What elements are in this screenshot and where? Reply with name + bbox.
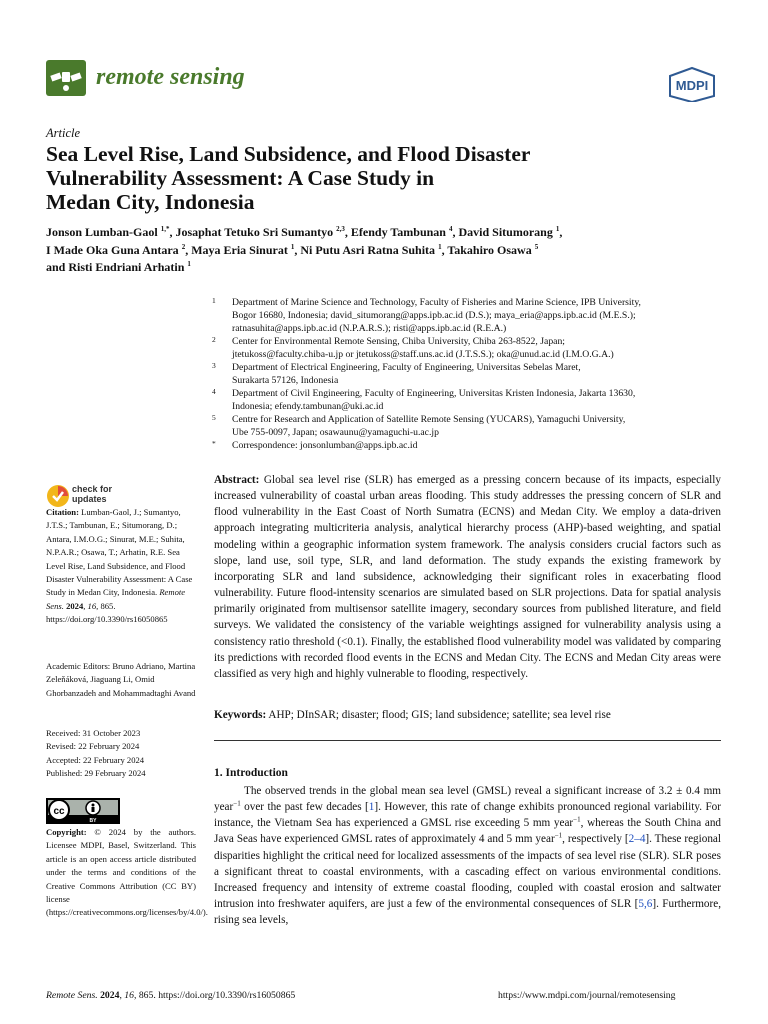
keywords	[214, 707, 721, 723]
academic-editors: Academic Editors: Bruno Adriano, Martina Zeleňáková, Jiaguang Li, Omid Ghorbanzadeh and Mohammadtaghi Avand	[46, 661, 196, 698]
title-line: Medan City, Indonesia	[46, 190, 255, 214]
reference-link[interactable]: 2–4	[628, 833, 646, 846]
keywords-text: AHP; DInSAR; disaster; flood; GIS; land subsidence; satellite; sea level rise	[266, 709, 611, 721]
abstract	[214, 472, 721, 682]
affiliation-number: 1	[212, 296, 216, 305]
affiliation-item	[210, 296, 720, 335]
affiliation-line: jtetukoss@faculty.chiba-u.jp or jtetukoss@staff.uns.ac.id (J.T.S.S.); oka@unud.ac.id (I.M.O.G.A.)	[232, 349, 614, 360]
introduction-paragraph: The observed trends in the global mean sea level (GMSL) reveal a significant increase of 3.2 ± 0.4 mm year$^{-1}$ over the past few decades [1]. However, this rate of change exhibits pronounced regional variability. For instance, the Vietnam Sea has experienced a GMSL rise exceeding 5 mm year$^{-1}$, whereas the South China and Java Seas have experienced GMSL rates of approximately 4 and 5 mm year$^{-1}$, respectively [2–4]. These regional disparities highlight the critical need for localized assessments of the impacts of sea level rise (SLR). SLR poses a significant threat to coastal environments, with a cascading effect on various environmental conditions. Increased frequency and intensity of extreme coastal flooding, coupled with coastal erosion and saltwater intrusion into freshwater aquifers, are just a few of the environmental consequences of SLR [5,6]. Furthermore, rising sea levels,	[214, 785, 722, 927]
author-line: I Made Oka Guna Antara $^2$, Maya Eria Sinurat $^1$, Ni Putu Asri Ratna Suhita $^1$, Takahiro Osawa $^5$	[46, 242, 539, 257]
accepted-date: Accepted: 22 February 2024	[46, 754, 145, 765]
title-line: Sea Level Rise, Land Subsidence, and Flood Disaster	[46, 142, 531, 166]
title-line: Vulnerability Assessment: A Case Study in	[46, 166, 435, 190]
affiliation-number: 5	[212, 413, 216, 422]
cc-by-label: BY	[89, 818, 97, 824]
affiliation-line: Correspondence: jonsonlumban@apps.ipb.ac.id	[232, 440, 418, 451]
check-for-updates-label: check for updates	[72, 484, 113, 504]
affiliation-line: Centre for Research and Application of Satellite Remote Sensing (YUCARS), Yamaguchi University,	[232, 414, 626, 425]
publisher-name: MDPI	[675, 78, 709, 93]
cc-by-license-icon[interactable]	[46, 798, 120, 824]
footer-doi-link[interactable]: , 865. https://doi.org/10.3390/rs16050865	[133, 990, 296, 1001]
affiliation-item	[210, 439, 720, 452]
article-title	[46, 142, 686, 214]
revised-date: Revised: 22 February 2024	[46, 741, 140, 752]
affiliation-line: ratnasuhita@apps.ipb.ac.id (N.P.A.R.S.); risti@apps.ipb.ac.id (R.E.A.)	[232, 323, 507, 334]
footer-journal-url[interactable]: https://www.mdpi.com/journal/remotesensing	[498, 990, 676, 1001]
affiliation-line: Center for Environmental Remote Sensing, Chiba University, Chiba 263-8522, Japan;	[232, 336, 565, 347]
published-date: Published: 29 February 2024	[46, 768, 146, 779]
affiliation-number: *	[212, 439, 216, 448]
affiliations	[210, 296, 720, 452]
affiliation-number: 2	[212, 335, 216, 344]
footer-citation: Remote Sens. 2024, 16, 865. https://doi.org/10.3390/rs16050865	[46, 990, 296, 1001]
abstract-label: Abstract:	[214, 474, 260, 486]
affiliation-item	[210, 361, 720, 387]
affiliation-line: Surakarta 57126, Indonesia	[232, 375, 339, 386]
journal-logo-icon	[46, 60, 86, 96]
citation-doi-link[interactable]: , 865. https://doi.org/10.3390/rs16050865	[46, 600, 168, 625]
svg-text:cc: cc	[53, 806, 65, 817]
affiliation-item	[210, 335, 720, 361]
affiliation-item	[210, 387, 720, 413]
author-line: Jonson Lumban-Gaol $^{1,*}$, Josaphat Tetuko Sri Sumantyo $^{2,3}$, Efendy Tambunan $^4$, David Situmorang $^1$,	[46, 225, 563, 239]
affiliation-line: Bogor 16680, Indonesia; david_situmorang@apps.ipb.ac.id (D.S.); maya_eria@apps.ipb.ac.id (M.E.S.);	[232, 310, 636, 321]
reference-link[interactable]: 1	[368, 801, 375, 814]
abstract-text: Global sea level rise (SLR) has emerged as a pressing concern because of its impacts, especially increased vulnerability of coastal urban areas flooding. This study addresses the pressing concern of SLR and flood vulnerability in the East Coast of North Sumatra (ECNS) and Medan City. We employ a data-driven approach integrating multicriteria analysis, analytical hierarchy process (AHP)-based weighting, and spatial modeling within a geographic information system framework. The analysis considers crucial factors such as slope, land use, soil type, SLR, and land deformation. The study expands the existing framework by incorporating SLR and land subsidence, acknowledging their significant roles in exacerbating flood vulnerability. Future flood-intensity scenarios are simulated based on SLR projections. Data for spatial analysis primarily originated from multisensor satellite imagery, secondary sources from published literature, and field surveys. We validated the consistency of the variable weightings assigned for vulnerability analysis using a consistency ratio threshold (<0.1). Finally, the established flood vulnerability model was validated by comparing its predictions with recorded flood events in the ECNS and Medan City. The ECNS and Medan City areas were classified as very high and highly vulnerable to flooding, respectively.	[214, 474, 721, 680]
affiliation-line: Department of Electrical Engineering, Faculty of Engineering, Universitas Sebelas Maret,	[232, 362, 581, 373]
affiliation-number: 3	[212, 361, 216, 370]
mdpi-logo-icon	[664, 66, 720, 102]
author-list	[46, 224, 686, 277]
copyright-notice: Copyright: © 2024 by the authors. Licensee MDPI, Basel, Switzerland. This article is an open access article distributed under the terms and conditions of the Creative Commons Attribution (CC BY) license (https://creativecommons.org/licenses/by/4.0/).	[46, 827, 208, 918]
section-divider	[214, 740, 721, 741]
affiliation-line: Department of Marine Science and Technology, Faculty of Fisheries and Marine Science, IPB University,	[232, 297, 641, 308]
affiliation-item	[210, 413, 720, 439]
citation-block: Citation: Lumban-Gaol, J.; Sumantyo, J.T.S.; Tambunan, E.; Situmorang, D.; Antara, I.M.O.G.; Sinurat, M.E.; Suhita, N.P.A.R.; Osawa, T.; Arhatin, R.E. Sea Level Rise, Land Subsidence, and Flood Disaster Vulnerability Assessment: A Case Study in Medan City, Indonesia. Remote Sens. 2024, 16, 865. https://doi.org/10.3390/rs16050865	[46, 507, 193, 625]
keywords-label: Keywords:	[214, 709, 267, 721]
article-dates	[46, 727, 196, 781]
author-line: and Risti Endriani Arhatin $^1$	[46, 260, 191, 274]
affiliation-line: Department of Civil Engineering, Faculty of Engineering, Universitas Kristen Indonesia, Jakarta 13630,	[232, 388, 636, 399]
article-type: Article	[46, 126, 81, 140]
reference-link[interactable]: 5,6	[638, 898, 653, 911]
section-heading: 1. Introduction	[214, 767, 288, 779]
journal-name: remote sensing	[96, 64, 245, 90]
check-for-updates-icon	[46, 484, 70, 508]
received-date: Received: 31 October 2023	[46, 728, 141, 738]
affiliation-line: Indonesia; efendy.tambunan@uki.ac.id	[232, 401, 384, 412]
affiliation-number: 4	[212, 387, 216, 396]
affiliation-line: Ube 755-0097, Japan; osawaunu@yamaguchi-u.ac.jp	[232, 427, 439, 438]
